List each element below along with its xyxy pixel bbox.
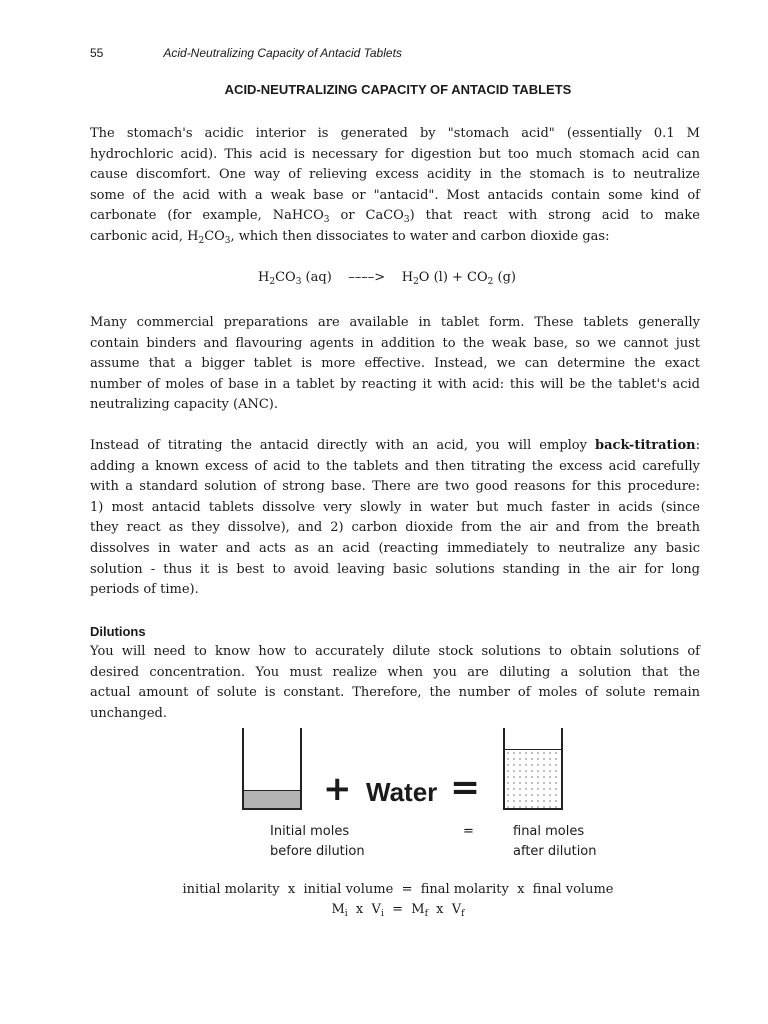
dilutions-paragraph: [90, 642, 700, 724]
diluted-beaker: [503, 728, 563, 810]
text-line: periods of time).: [90, 582, 199, 598]
text-line: unchanged.: [90, 705, 167, 721]
text-line: desired concentration. You must realize when you are diluting a solution that the: [90, 664, 700, 680]
page-number: 55: [90, 46, 104, 60]
back-titration-paragraph: [90, 436, 700, 601]
dilution-formula-symbols: $M_i$ x $V_i = M_f$ x $V_f$: [331, 902, 465, 919]
section-heading-dilutions: Dilutions: [90, 624, 146, 639]
text-line: with a standard solution of strong base. There are two good reasons for this procedure:: [90, 479, 700, 495]
initial-beaker: [242, 728, 302, 810]
text-line: hydrochloric acid). This acid is necessary for digestion but too much stomach acid can: [90, 146, 700, 162]
running-header: [90, 46, 402, 60]
text-line: adding a known excess of acid to the tablets and then titrating the excess acid carefully: [90, 458, 700, 474]
text-line: some of the acid with a weak base or "antacid". Most antacids contain some kind of: [90, 187, 700, 203]
back-titration-term: back-titration: [595, 438, 696, 453]
intro-paragraph: [90, 124, 700, 248]
text-line: The stomach's acidic interior is generated by "stomach acid" (essentially 0.1 M: [90, 126, 700, 141]
text-line: 1) most antacid tablets dissolve very slowly in water but much faster in acids (since: [90, 499, 700, 515]
initial-moles-caption: Initial moles before dilution: [270, 824, 365, 859]
text-line: cause discomfort. One way of relieving excess acidity in the stomach is to neutralize: [90, 167, 700, 183]
text-line: they react as they dissolve), and 2) carbon dioxide from the air and from the breath: [90, 520, 700, 536]
text-line: Many commercial preparations are available in tablet form. These tablets generally: [90, 315, 700, 330]
text-line: You will need to know how to accurately dilute stock solutions to obtain solutions of: [90, 644, 700, 659]
dilution-formula-words: initial molarity x initial volume = final molarity x final volume: [182, 882, 614, 897]
text-line: neutralizing capacity (ANC).: [90, 397, 279, 413]
tablet-paragraph: [90, 313, 700, 416]
water-label: Water: [366, 777, 438, 807]
text-line: dissolves in water and acts as an acid (reacting immediately to neutralize any basic: [90, 540, 700, 556]
text-line: actual amount of solute is constant. Therefore, the number of moles of solute remain: [90, 685, 700, 701]
text-line: solution - thus it is best to avoid leaving basic solutions standing in the air for long: [90, 561, 700, 577]
text-line: assume that a bigger tablet is more effective. Instead, we can determine the exact: [90, 356, 700, 372]
running-title: Acid-Neutralizing Capacity of Antacid Tablets: [163, 46, 402, 60]
plus-sign: +: [323, 769, 352, 809]
final-moles-caption: final moles after dilution: [513, 824, 597, 859]
text-line: number of moles of base in a tablet by reacting it with acid: this will be the tablet's acid: [90, 376, 700, 392]
document-title: ACID-NEUTRALIZING CAPACITY OF ANTACID TABLETS: [224, 82, 572, 97]
chemical-equation: $H_2CO_3$ (aq) ––––> $H_2O$ $(l) + CO_2$ (g): [258, 270, 516, 287]
concentrated-solution: [244, 790, 300, 808]
diluted-solution: [505, 749, 561, 808]
equals-sign: =: [450, 767, 481, 808]
text-line: carbonate (for example, NaHCO$_3$ or CaCO$_3$) that react with strong acid to make: [90, 208, 700, 226]
text-line: Instead of titrating the antacid directly with an acid, you will employ back-titration:: [90, 438, 700, 453]
caption-equals: =: [463, 824, 474, 839]
text-line: contain binders and flavouring agents in addition to the weak base, so we cannot just: [90, 335, 700, 351]
text-line: carbonic acid, $H_2CO_3$, which then dissociates to water and carbon dioxide gas:: [90, 228, 610, 246]
